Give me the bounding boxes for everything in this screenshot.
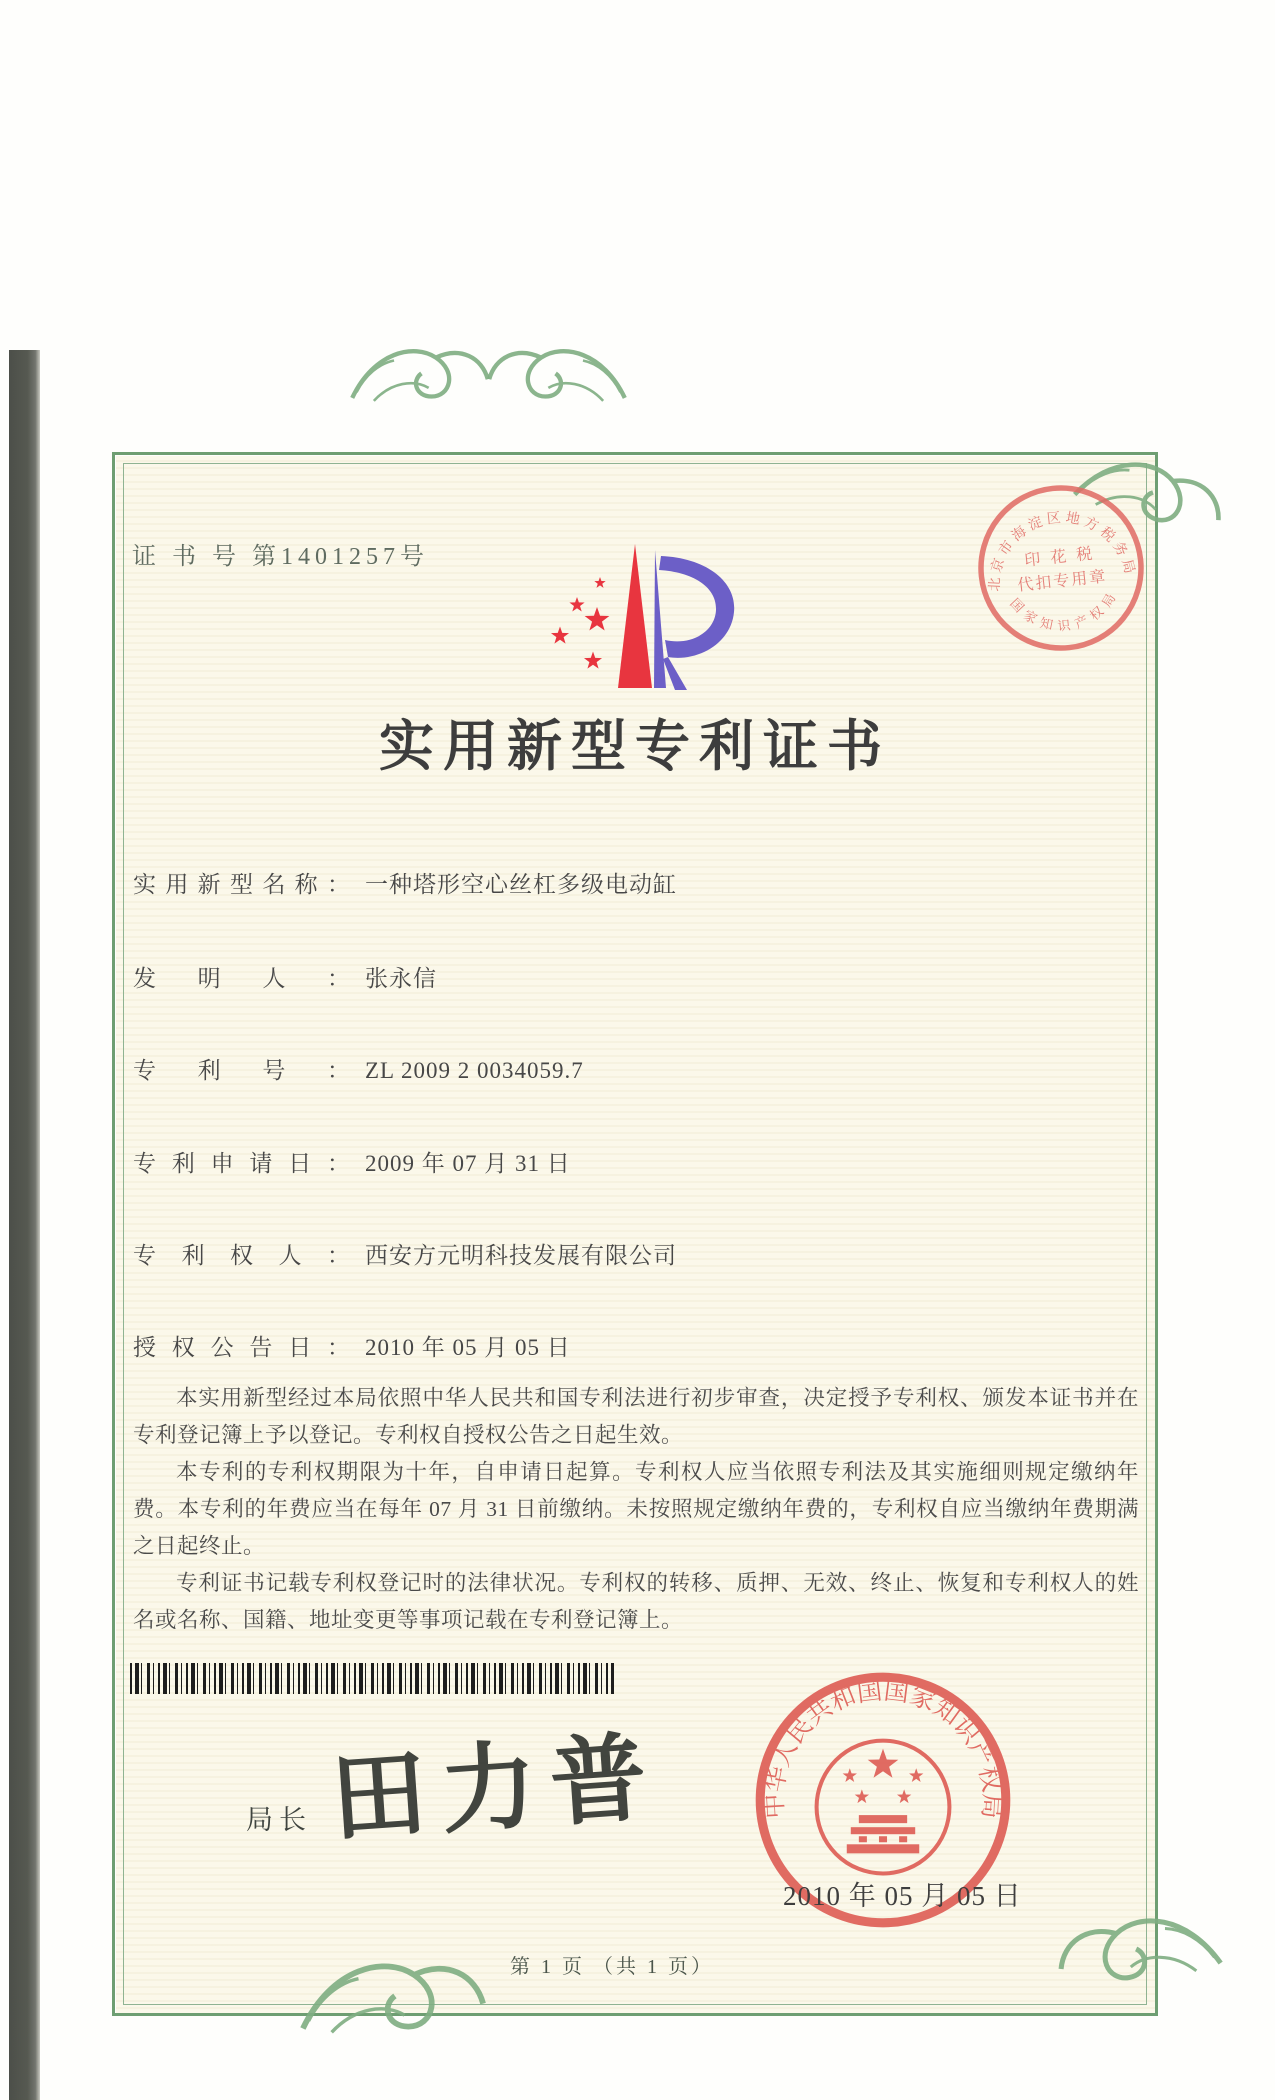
seal-ring-text: 中华人民共和国国家知识产权局 xyxy=(760,1677,1006,1820)
body-paragraph: 专利证书记载专利权登记时的法律状况。专利权的转移、质押、无效、终止、恢复和专利权人的姓名或名称、国籍、地址变更等事项记载在专利登记簿上。 xyxy=(133,1571,1139,1632)
stamp-center-line1: 印 花 税 xyxy=(1023,545,1097,570)
field-value: 西安方元明科技发展有限公司 xyxy=(365,1243,677,1268)
field-row-filing-date xyxy=(133,1145,571,1178)
body-paragraph: 本实用新型经过本局依照中华人民共和国专利法进行初步审查，决定授予专利权、颁发本证书并在专利登记簿上予以登记。专利权自授权公告之日起生效。 xyxy=(133,1386,1139,1447)
field-value: 张永信 xyxy=(365,966,437,991)
seal-date: 2010 年 05 月 05 日 xyxy=(783,1881,1022,1911)
stamp-center-line2: 代扣专用章 xyxy=(1016,568,1109,595)
field-row-utility-model-name xyxy=(133,866,677,899)
certificate-number: 证 书 号 第1401257号 xyxy=(132,544,429,570)
field-label: 授权公告日： xyxy=(133,1335,351,1360)
director-label: 局长 xyxy=(246,1805,312,1835)
field-row-patent-number xyxy=(133,1052,584,1085)
field-row-patentee xyxy=(133,1237,677,1270)
director-signature-handwriting: 田力普 xyxy=(327,1723,664,1854)
floral-flourish-bottom-right-icon xyxy=(1038,1858,1236,2036)
stamp-duty-seal-icon xyxy=(940,447,1182,689)
field-value: 2009 年 07 月 31 日 xyxy=(365,1151,571,1176)
scanner-edge-strip xyxy=(9,350,40,2100)
field-label: 发明人： xyxy=(133,966,351,991)
barcode xyxy=(130,1663,614,1694)
certificate-title: 实用新型专利证书 xyxy=(378,716,891,777)
field-label: 专利号： xyxy=(133,1058,351,1083)
floral-flourish-top-right-icon xyxy=(482,306,632,438)
body-paragraph: 本专利的专利权期限为十年，自申请日起算。专利权人应当依照专利法及其实施细则规定缴纳年费。本专利的年费应当在每年 07 月 31 日前缴纳。未按照规定缴纳年费的，专利权自应当缴纳年费期满之日起终止。 xyxy=(133,1460,1139,1558)
field-label: 实用新型名称： xyxy=(133,872,351,897)
svg-text:中华人民共和国国家知识产权局 xyxy=(760,1678,1006,1820)
field-value: 一种塔形空心丝杠多级电动缸 xyxy=(365,872,677,897)
sipo-patent-logo-icon xyxy=(535,540,745,692)
seal-national-emblem xyxy=(817,1741,950,1874)
stamp-bottom-arc-text: 国家知识产权局 xyxy=(1007,585,1122,634)
field-value: ZL 2009 2 0034059.7 xyxy=(365,1058,584,1083)
stamp-top-arc-text: 北京市海淀区地方税务局 xyxy=(987,510,1138,592)
legal-text-block xyxy=(133,1380,1139,1639)
field-row-inventor xyxy=(133,960,437,993)
field-row-grant-date xyxy=(133,1329,571,1362)
field-value: 2010 年 05 月 05 日 xyxy=(365,1335,571,1360)
floral-flourish-top-left-icon xyxy=(345,306,495,438)
field-label: 专利权人： xyxy=(133,1243,351,1268)
page-footer: 第 1 页 （共 1 页） xyxy=(510,1956,714,1978)
field-label: 专利申请日： xyxy=(133,1151,351,1176)
